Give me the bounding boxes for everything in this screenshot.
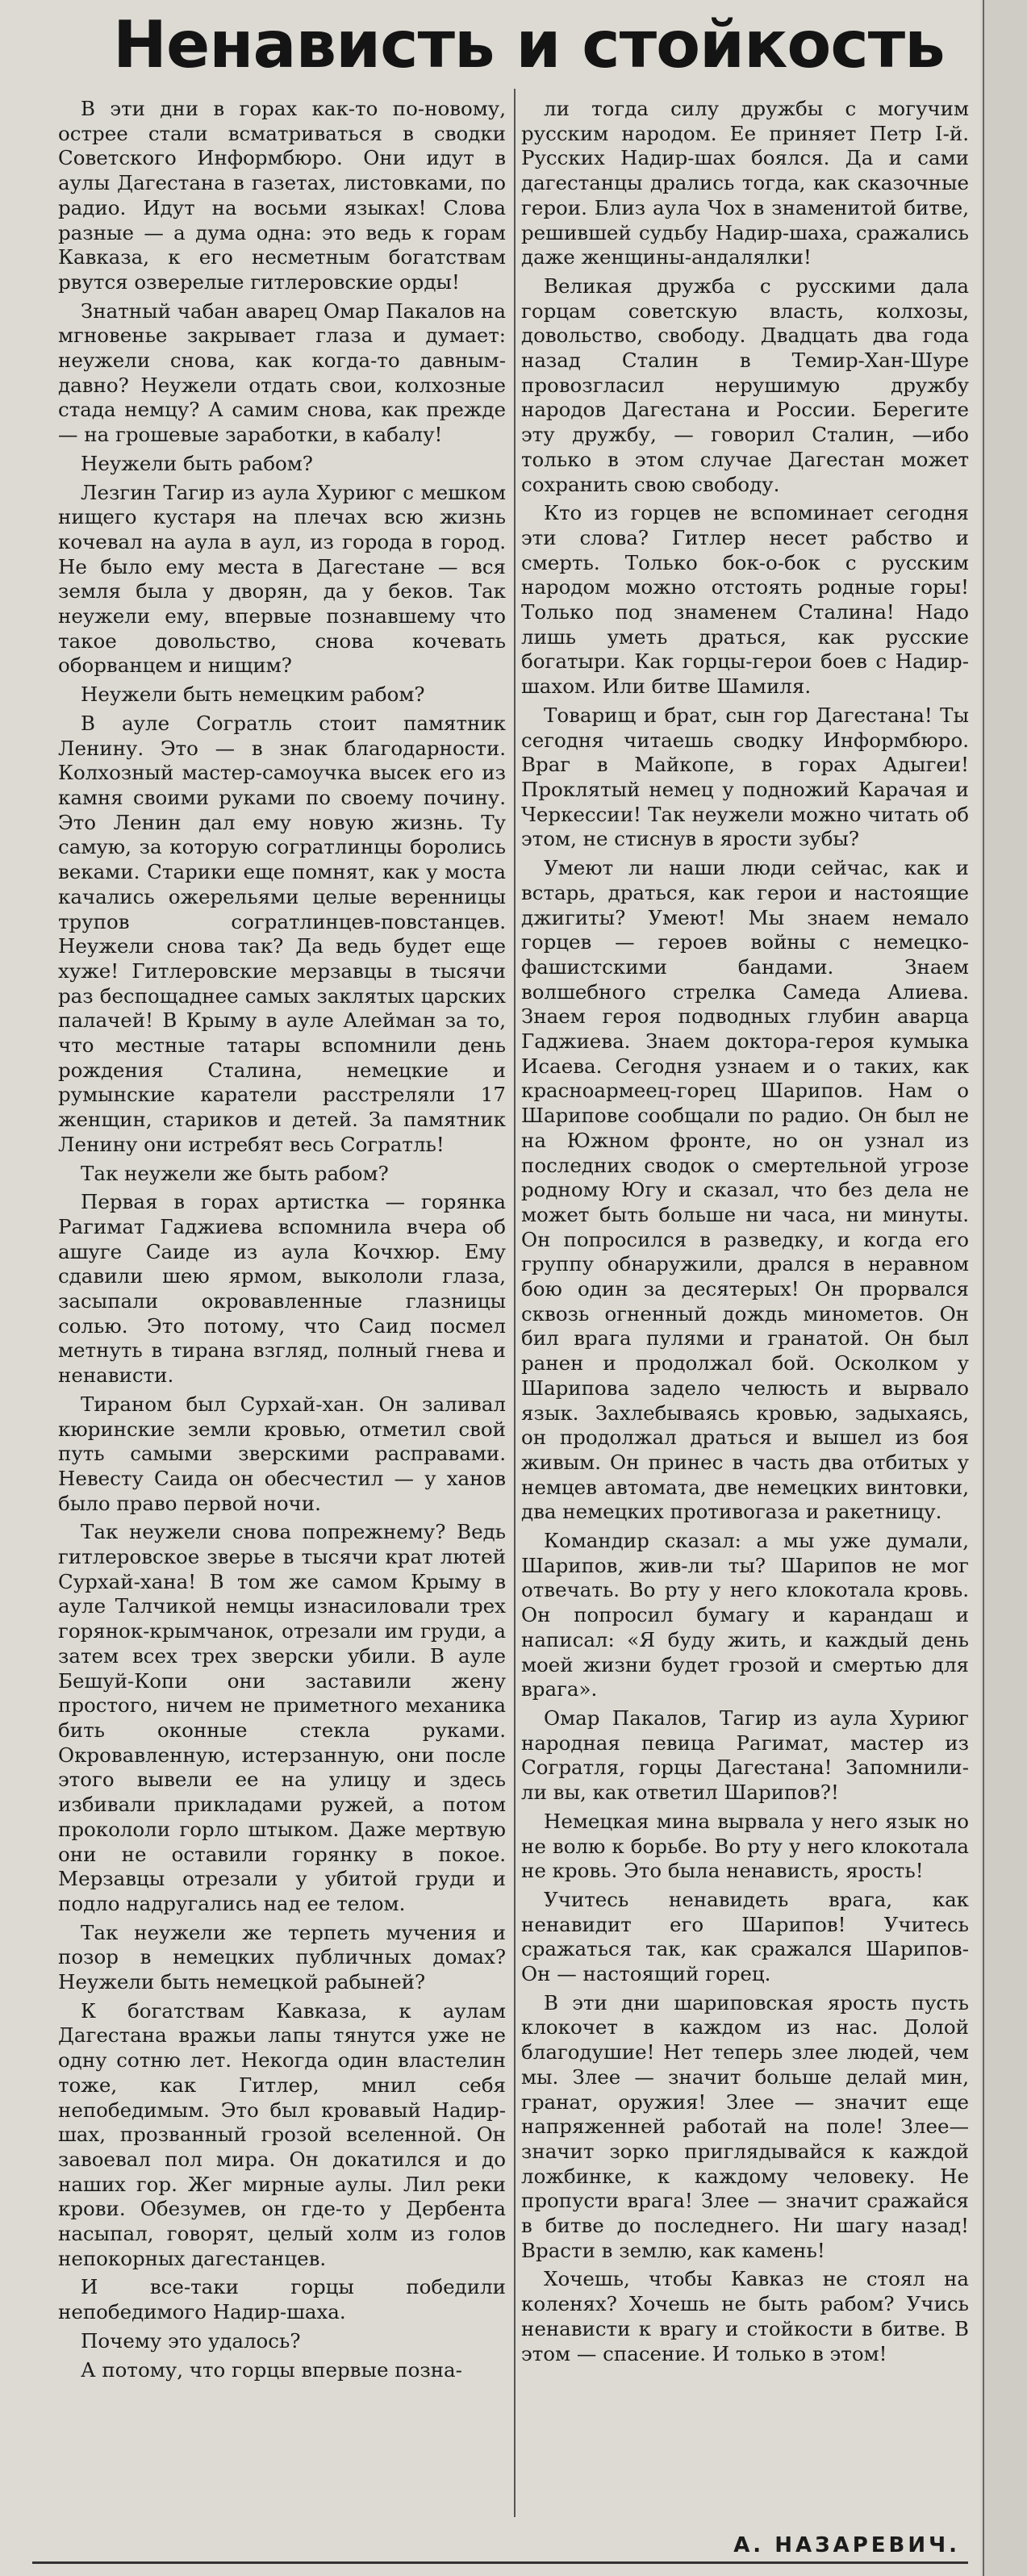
article-paragraph: Так неужели же быть рабом? [81,1161,389,1185]
article-paragraph: Кто из горцев не вспоминает сегодня эти слова? Гитлер несет рабство и смерть. Только бок-о-бок с русским народом можно отстоять родные горы! Только под знаменем Сталина! Надо лишь уметь драться, как русские богатыри. Как горцы-герои боев с Надир-шахом. Или битве Шамиля. [521,501,969,699]
article-paragraph: Знатный чабан аварец Омар Пакалов на мгновенье закрывает глаза и думает: неужели снова, как когда-то давным-давно? Неужели отдать свои, колхозные стада немцу? А самим снова, как прежде — на грошевые заработки, в кабалу! [58,299,506,447]
article-paragraph: Товарищ и брат, сын гор Дагестана! Ты сегодня читаешь сводку Информбюро. Враг в Майкопе, в горах Адыгеи! Проклятый немец у подножий Карачая и Черкессии! Так неужели можно читать об этом, не стиснув в ярости зубы? [521,703,969,851]
bottom-rule [32,2561,968,2564]
column-divider [514,89,516,2517]
article-column-left [58,97,506,2386]
article-paragraph: Почему это удалось? [81,2328,301,2353]
author-signature: А. НАЗАРЕВИЧ. [733,2533,960,2557]
adjacent-column-fragment [983,0,1027,2576]
article-paragraph: Так неужели снова попрежнему? Ведь гитлеровское зверье в тысячи крат лютей Сурхай-хана! В том же самом Крыму в ауле Талчикой немцы изнасиловали трех горянок-крымчанок, отрезали им груди, а затем всех трех зверски убили. В ауле Бешуй-Копи они заставили жену простого, ничем не приметного механика бить оконные стекла руками. Окровавленную, истерзанную, они после этого вывели ее на улицу и здесь избивали прикладами ружей, а потом прокололи горло штыком. Даже мертвую они не оставили горянку в покое. Мерзавцы отрезали у убитой груди и подло надругались над ее телом. [58,1520,506,1915]
article-paragraph: В ауле Согратль стоит памятник Ленину. Это — в знак благодарности. Колхозный мастер-самоучка высек его из камня своими руками по своему почину. Это Ленин дал ему новую жизнь. Ту самую, за которую согратлинцы боролись веками. Старики еще помнят, как у моста качались ожерельями целые веренницы трупов согратлинцев-повстанцев. Неужели снова так? Да ведь будет еще хуже! Гитлеровские мерзавцы в тысячи раз беспощаднее самых заклятых царских палачей! В Крыму в ауле Алейман за то, что местные татары вспомнили день рождения Сталина, немецкие и румынские каратели расстреляли 17 женщин, стариков и детей. За памятник Ленину они истребят весь Согратль! [58,711,506,1156]
article-headline: Ненависть и стойкость [113,7,945,82]
article-paragraph: Омар Пакалов, Тагир из аула Хуриюг народная певица Рагимат, мастер из Согратля, горцы Дагестана! Запомнили-ли вы, как ответил Шарипов?! [521,1706,969,1805]
article-paragraph: Первая в горах артистка — горянка Рагимат Гаджиева вспомнила вчера об ашуге Саиде из аула Кочхюр. Ему сдавили шею ярмом, выкололи глаза, засыпали окровавленные глазницы солью. Это потому, что Саид посмел метнуть в тирана взгляд, полный гнева и ненависти. [58,1190,506,1388]
article-paragraph: Великая дружба с русскими дала горцам советскую власть, колхозы, довольство, свободу. Двадцать два года назад Сталин в Темир-Хан-Шуре провозгласил нерушимую дружбу народов Дагестана и России. Берегите эту дружбу, — говорил Сталин, —ибо только в этом случае Дагестан может сохранить свою свободу. [521,273,969,496]
article-paragraph: Тираном был Сурхай-хан. Он заливал кюринские земли кровью, отметил свой путь самыми зверскими расправами. Невесту Саида он обесчестил — у ханов было право первой ночи. [58,1392,506,1515]
article-paragraph: Неужели быть немецким рабом? [81,683,425,707]
article-paragraph: ли тогда силу дружбы с могучим русским народом. Ее приняет Петр I-й. Русских Надир-шах боялся. Да и сами дагестанцы дрались тогда, как сказочные герои. Близ аула Чох в знаменитой битве, решившей судьбу Надир-шаха, сражались даже женщины-андалялки! [521,97,969,269]
article-paragraph: Командир сказал: а мы уже думали, Шарипов, жив-ли ты? Шарипов не мог отвечать. Во рту у него клокотала кровь. Он попросил бумагу и карандаш и написал: «Я буду жить, и каждый день моей жизни будет грозой и смертью для врага». [521,1529,969,1701]
article-paragraph: Хочешь, чтобы Кавказ не стоял на коленях? Хочешь не быть рабом? Учись ненависти к врагу и стойкости в битве. В этом — спасение. И только в этом! [521,2267,969,2365]
article-paragraph: Умеют ли наши люди сейчас, как и встарь, драться, как герои и настоящие джигиты? Умеют! Мы знаем немало горцев — героев войны с немецко-фашистскими бандами. Знаем волшебного стрелка Самеда Алиева. Знаем героя подводных глубин аварца Гаджиева. Знаем доктора-героя кумыка Исаева. Сегодня узнаем и о таких, как красноармеец-горец Шарипов. Нам о Шарипове сообщали по радио. Он был не на Южном фронте, но он узнал из последних сводок о смертельной угрозе родному Югу и сказал, что без дела не может быть больше ни часа, ни минуты. Он попросился в разведку, и когда его группу обнаружили, дрался в неравном бою один за десятерых! Он прорвался сквозь огненный дождь минометов. Он бил врага пулями и гранатой. Он был ранен и продолжал бой. Осколком у Шарипова задело челюсть и вырвало язык. Захлебываясь кровью, задыхаясь, он продолжал драться и вышел из боя живым. Он принес в часть два отбитых у немцев автомата, две немецких винтовки, два немецких противогаза и ракетницу. [521,856,969,1524]
article-paragraph: И все-таки горцы победили непобедимого Надир-шаха. [58,2275,506,2324]
article-paragraph: В эти дни шариповская ярость пусть клокочет в каждом из нас. Долой благодушие! Нет теперь злее людей, чем мы. Злее — значит больше делай мин, гранат, оружия! Злее — значит еще напряженней работай на поле! Злее— значит зорко приглядывайся к каждой ложбинке, к каждому человеку. Не пропусти врага! Злее — значит сражайся в битве до последнего. Ни шагу назад! Врасти в землю, как камень! [521,1990,969,2262]
article-paragraph: Так неужели же терпеть мучения и позор в немецких публичных домах? Неужели быть немецкой рабыней? [58,1920,506,1994]
article-paragraph: В эти дни в горах как-то по-новому, острее стали всматриваться в сводки Советского Информбюро. Они идут в аулы Дагестана в газетах, листовками, по радио. Идут на восьми языках! Слова разные — а дума одна: это ведь к горам Кавказа, к его несметным богатствам рвутся озверелые гитлеровские орды! [58,97,506,294]
article-column-right [521,97,969,2370]
article-paragraph: Немецкая мина вырвала у него язык но не волю к борьбе. Во рту у него клокотала не кровь. Это была ненависть, ярость! [521,1809,969,1883]
article-paragraph: Неужели быть рабом? [81,451,313,475]
article-paragraph: Учитесь ненавидеть врага, как ненавидит его Шарипов! Учитесь сражаться так, как сражался Шарипов- Он — настоящий горец. [521,1887,969,1986]
article-paragraph: К богатствам Кавказа, к аулам Дагестана вражьи лапы тянутся уже не одну сотню лет. Некогда один властелин тоже, как Гитлер, мнил себя непобедимым. Это был кровавый Надир-шах, прозванный грозой вселенной. Он завоевал пол мира. Он докатился и до наших гор. Жег мирные аулы. Лил реки крови. Обезумев, он где-то у Дербента насыпал, говорят, целый холм из голов непокорных дагестанцев. [58,1998,506,2270]
article-paragraph: А потому, что горцы впервые позна- [81,2357,462,2382]
article-paragraph: Лезгин Тагир из аула Хуриюг с мешком нищего кустаря на плечах всю жизнь кочевал на аула в аул, из города в город. Не было ему места в Дагестане — вся земля была у дворян, да у беков. Так неужели ему, впервые познавшему что такое довольство, снова кочевать оборванцем и нищим? [58,480,506,678]
